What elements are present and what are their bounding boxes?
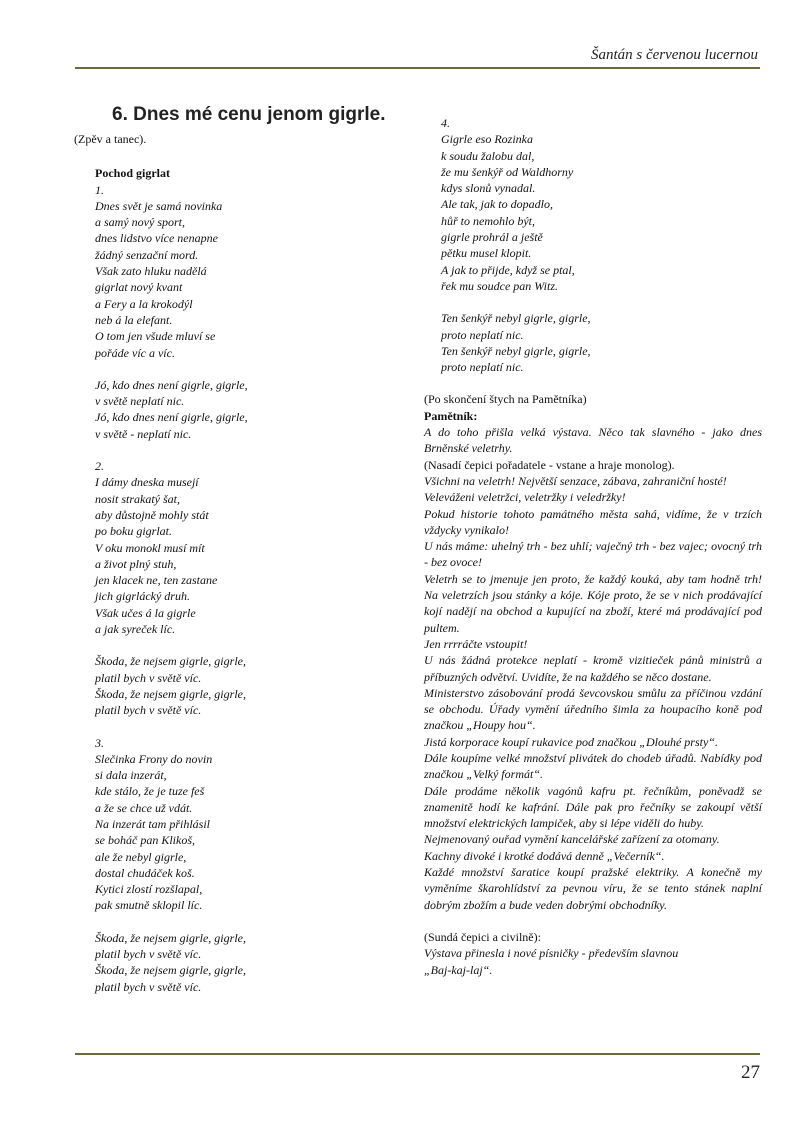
verse-line: Ten šenkýř nebyl gigrle, gigrle,	[441, 343, 591, 358]
song	[74, 165, 374, 995]
verse-line: po boku gigrlat.	[95, 524, 172, 539]
verse-line: Jó, kdo dnes není gigrle, gigrle,	[95, 410, 248, 425]
verse-line: jen klacek ne, ten zastane	[95, 573, 218, 588]
verse-line: a že se chce už vdát.	[95, 800, 193, 815]
speaker-name: Pamětník:	[424, 408, 478, 423]
verse-line: jich gigrlácký druh.	[95, 589, 190, 604]
bottom-rule	[75, 1053, 760, 1055]
verse-line: nosit strakatý šat,	[95, 491, 181, 506]
monologue-line: Pokud historie tohoto památného města sahá, vidíme, že v trzích vždycky vynikalo!	[424, 506, 762, 537]
monologue-line: Ministerstvo zásobování prodá ševcovskou smůlu za příčinou vzdání se obchodu. Úřady vymění úředního šimla za houpacího koně pod značkou „Houpy hou“.	[424, 685, 762, 733]
monologue	[424, 473, 762, 913]
left-column	[74, 131, 374, 1011]
verse-line: pětku musel klopit.	[441, 246, 532, 261]
song-title: Pochod gigrlat	[95, 166, 170, 181]
monologue-line: Veletrh se to jmenuje jen proto, že každý kouká, aby tam hodně trh! Na veletrzích jsou stánky a kóje. Kóje proto, že se v nich prodávající kojí nadějí na obchod a kupující na zboží, které má prodávající pod pultem.	[424, 571, 762, 635]
verse-line: I dámy dneska musejí	[95, 475, 199, 490]
verse-line: Škoda, že nejsem gigrle, gigrle,	[95, 930, 246, 945]
right-column	[424, 115, 762, 978]
refrain	[95, 653, 374, 718]
monologue-line: Všichni na veletrh! Největší senzace, zábava, zahraniční hosté!	[424, 473, 727, 488]
verse-line: platil bych v světě víc.	[95, 979, 202, 994]
monologue-line: U nás máme: uhelný trh - bez uhlí; vaječný trh - bez vajec; ovocný trh - bez ovoce!	[424, 539, 762, 570]
verse-line: hůř to nemohlo být,	[441, 213, 535, 228]
verse-line: proto neplatí nic.	[441, 327, 524, 342]
verse-line: dostal chudáček koš.	[95, 865, 195, 880]
verse-line: platil bych v světě víc.	[95, 947, 202, 962]
stanza	[95, 182, 374, 361]
verse-line: A jak to přijde, když se ptal,	[441, 262, 575, 277]
stage-direction: (Nasadí čepici pořadatele - vstane a hraje monolog).	[424, 457, 675, 472]
verse-line: proto neplatí nic.	[441, 360, 524, 375]
top-rule	[75, 67, 760, 69]
verse-line: gigrle prohrál a ještě	[441, 230, 543, 245]
stanza	[441, 115, 762, 294]
monologue-line: Dále prodáme několik vagónů kafru pt. řečníkům, poněvadž se znamenitě hodí ke kafrání. Dále pak pro řečníky se zakoupí větší množství elektrických lampiček, aby si lépe viděli do huby.	[424, 783, 762, 831]
closing-line: „Baj-kaj-laj“.	[424, 962, 493, 977]
verse-line: V oku monokl musí mít	[95, 540, 205, 555]
verse-line: 4.	[441, 116, 450, 130]
monologue-line: Nejmenovaný ouřad vymění kancelářské zařízení za otomany.	[424, 832, 720, 847]
verse-line: v světě neplatí nic.	[95, 394, 185, 409]
stage-direction: (Po skončení štych na Pamětníka)	[424, 392, 587, 407]
verse-line: platil bych v světě víc.	[95, 670, 202, 685]
verse-line: platil bych v světě víc.	[95, 703, 202, 718]
verse-line: v světě - neplatí nic.	[95, 426, 192, 441]
stage-direction: (Sundá čepici a civilně):	[424, 929, 541, 944]
verse-line: Kytici zlostí rozšlapal,	[95, 882, 203, 897]
verse-line: Škoda, že nejsem gigrle, gigrle,	[95, 686, 246, 701]
monologue-line: Jistá korporace koupí rukavice pod značkou „Dlouhé prsty“.	[424, 734, 718, 749]
verse-line: O tom jen všude mluví se	[95, 329, 216, 344]
verse-line: neb á la elefant.	[95, 312, 173, 327]
verse-line: ale že nebyl gigrle,	[95, 849, 187, 864]
verse-line: kde stálo, že je tuze feš	[95, 784, 205, 799]
verse-line: Slečinka Frony do novin	[95, 751, 213, 766]
verse-line: že mu šenkýř od Waldhorny	[441, 164, 574, 179]
verse-line: Škoda, že nejsem gigrle, gigrle,	[95, 654, 246, 669]
verse-line: dnes lidstvo více nenapne	[95, 231, 218, 246]
verse-line: řek mu soudce pan Witz.	[441, 278, 558, 293]
monologue-line: Veleváženi veletržci, veletržky i veledržky!	[424, 490, 626, 505]
monologue-line: Jen rrrráčte vstoupit!	[424, 636, 528, 651]
monologue-line: U nás žádná protekce neplatí - kromě vizitieček pánů ministrů a příbuzných odvětví. Uvidíte, že na každého se něco dostane.	[424, 653, 762, 684]
verse-line: Ale tak, jak to dopadlo,	[441, 197, 553, 212]
refrain	[441, 310, 762, 375]
verse-line: Však učes á la gigrle	[95, 605, 196, 620]
verse-line: 2.	[95, 459, 104, 474]
stanza	[95, 735, 374, 914]
closing-line: Výstava přinesla i nové písničky - především slavnou	[424, 946, 679, 961]
monologue-line: Dále koupíme velké množství plivátek do chodeb úřadů. Nabídky pod značkou „Velký formát“.	[424, 750, 762, 782]
verse-line: Ten šenkýř nebyl gigrle, gigrle,	[441, 311, 591, 326]
speaker-intro: A do toho přišla velká výstava. Něco tak slavného - jako dnes Brněnské veletrhy.	[424, 425, 762, 456]
monologue-line: Každé množství šaratice koupí pražské elektriky. A konečně my vyměníme škarohlídství za pevnou víru, že se tento stánek naplní dobrým zbožím a bude veden dobrými obchodníky.	[424, 865, 762, 912]
verse-line: žádný senzační mord.	[95, 247, 199, 262]
page-number: 27	[741, 1062, 760, 1083]
verse-line: Škoda, že nejsem gigrle, gigrle,	[95, 963, 246, 978]
closing	[424, 945, 762, 978]
verse-line: se boháč pan Klikoš,	[95, 833, 195, 848]
section-subtitle: (Zpěv a tanec).	[74, 132, 147, 146]
verse-line: a samý nový sport,	[95, 215, 185, 230]
verse-line: Dnes svět je samá novinka	[95, 198, 223, 213]
verse-line: Gigrle eso Rozinka	[441, 132, 533, 147]
verse-line: kdys slonů vynadal.	[441, 181, 536, 196]
verse-line: si dala inzerát,	[95, 768, 167, 783]
verse-line: aby důstojně mohly stát	[95, 507, 209, 522]
section-heading: 6. Dnes mé cenu jenom gigrle.	[112, 104, 386, 125]
verse-line: a jak syreček líc.	[95, 622, 176, 637]
verse-line: 3.	[95, 735, 104, 750]
verse-line: Na inzerát tam přihlásil	[95, 816, 211, 831]
stanza	[95, 458, 374, 637]
running-title: Šantán s červenou lucernou	[590, 47, 758, 63]
verse-line: pořáde víc a víc.	[95, 345, 175, 360]
refrain	[95, 930, 374, 995]
verse-line: k soudu žalobu dal,	[441, 148, 535, 163]
monologue-line: Kachny divoké i krotké dodává denně „Večerník“.	[424, 848, 665, 863]
verse-line: Jó, kdo dnes není gigrle, gigrle,	[95, 377, 248, 392]
refrain	[95, 377, 374, 442]
verse-line: pak smutně sklopil líc.	[95, 898, 203, 913]
verse-line: a život plný stuh,	[95, 556, 177, 571]
verse-line: gigrlat nový kvant	[95, 280, 183, 295]
verse-line: 1.	[95, 182, 104, 197]
verse-line: Však zato hluku nadělá	[95, 264, 207, 279]
verse-line: a Fery a la krokodýl	[95, 296, 193, 311]
